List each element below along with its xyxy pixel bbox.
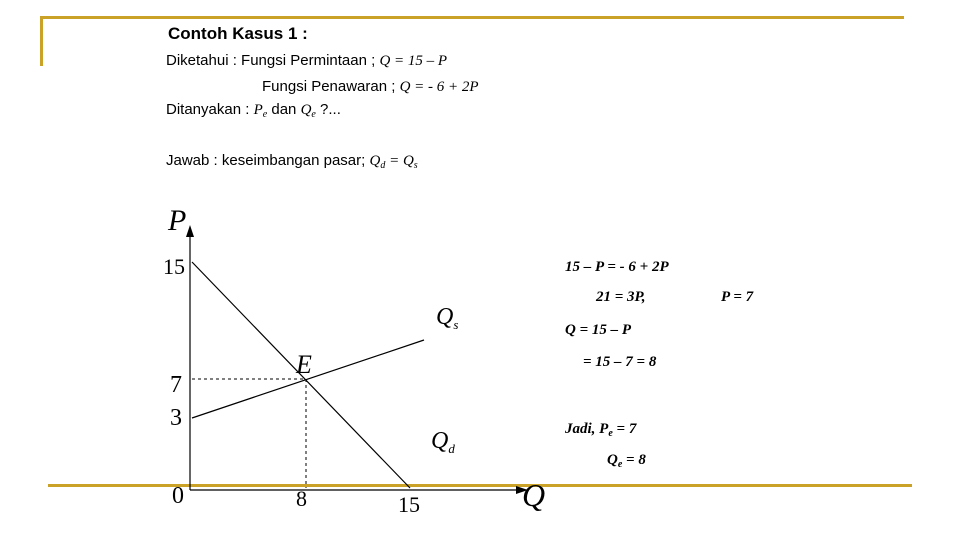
- jawab-text: keseimbangan pasar;: [221, 152, 366, 169]
- ditanyakan-label: Ditanyakan :: [166, 101, 250, 118]
- demand-curve-label: $Q_d$: [431, 428, 455, 456]
- q-tick-8: 8: [296, 486, 307, 511]
- solution-price-result: P = 7: [721, 289, 754, 305]
- axis-p-label: P: [168, 204, 187, 237]
- p-axis-arrowhead: [186, 225, 194, 237]
- supply-text: Fungsi Penawaran ;: [262, 78, 396, 95]
- solution-line-1: 15 – P = - 6 + 2P: [565, 259, 669, 275]
- p-tick-15: 15: [163, 254, 185, 279]
- solution-conclusion-quantity: $Q_e = 8$: [607, 452, 646, 470]
- equilibrium-point-label: E: [296, 350, 312, 379]
- solution-line-4: = 15 – 7 = 8: [583, 354, 657, 370]
- origin-label: 0: [172, 483, 184, 509]
- supply-equation: Q = - 6 + 2P: [399, 79, 479, 95]
- jawab-label: Jawab :: [166, 152, 218, 169]
- ditanyakan-dan: dan: [271, 101, 297, 118]
- solution-conclusion-price: Jadi, $P_e = 7$: [565, 421, 637, 439]
- axis-q-label: Q: [522, 477, 546, 513]
- ditanyakan-q: $Q_e$: [300, 102, 316, 120]
- ditanyakan-tail: ?...: [320, 101, 341, 118]
- equilibrium-condition: $Q_d = Q_s$: [369, 153, 418, 171]
- demand-equation: Q = 15 – P: [379, 53, 448, 69]
- diketahui-text: Fungsi Permintaan ;: [241, 52, 376, 69]
- diketahui-label: Diketahui :: [166, 52, 237, 69]
- p-tick-3: 3: [170, 405, 182, 431]
- solution-line-3: Q = 15 – P: [565, 322, 632, 338]
- ditanyakan-p: $P_e$: [253, 102, 268, 120]
- q-tick-15: 15: [398, 492, 420, 517]
- supply-curve-label: $Q_s$: [436, 304, 459, 332]
- p-tick-7: 7: [170, 372, 182, 398]
- slide-title: Contoh Kasus 1 :: [168, 24, 308, 43]
- solution-line-2: 21 = 3P,: [596, 289, 646, 305]
